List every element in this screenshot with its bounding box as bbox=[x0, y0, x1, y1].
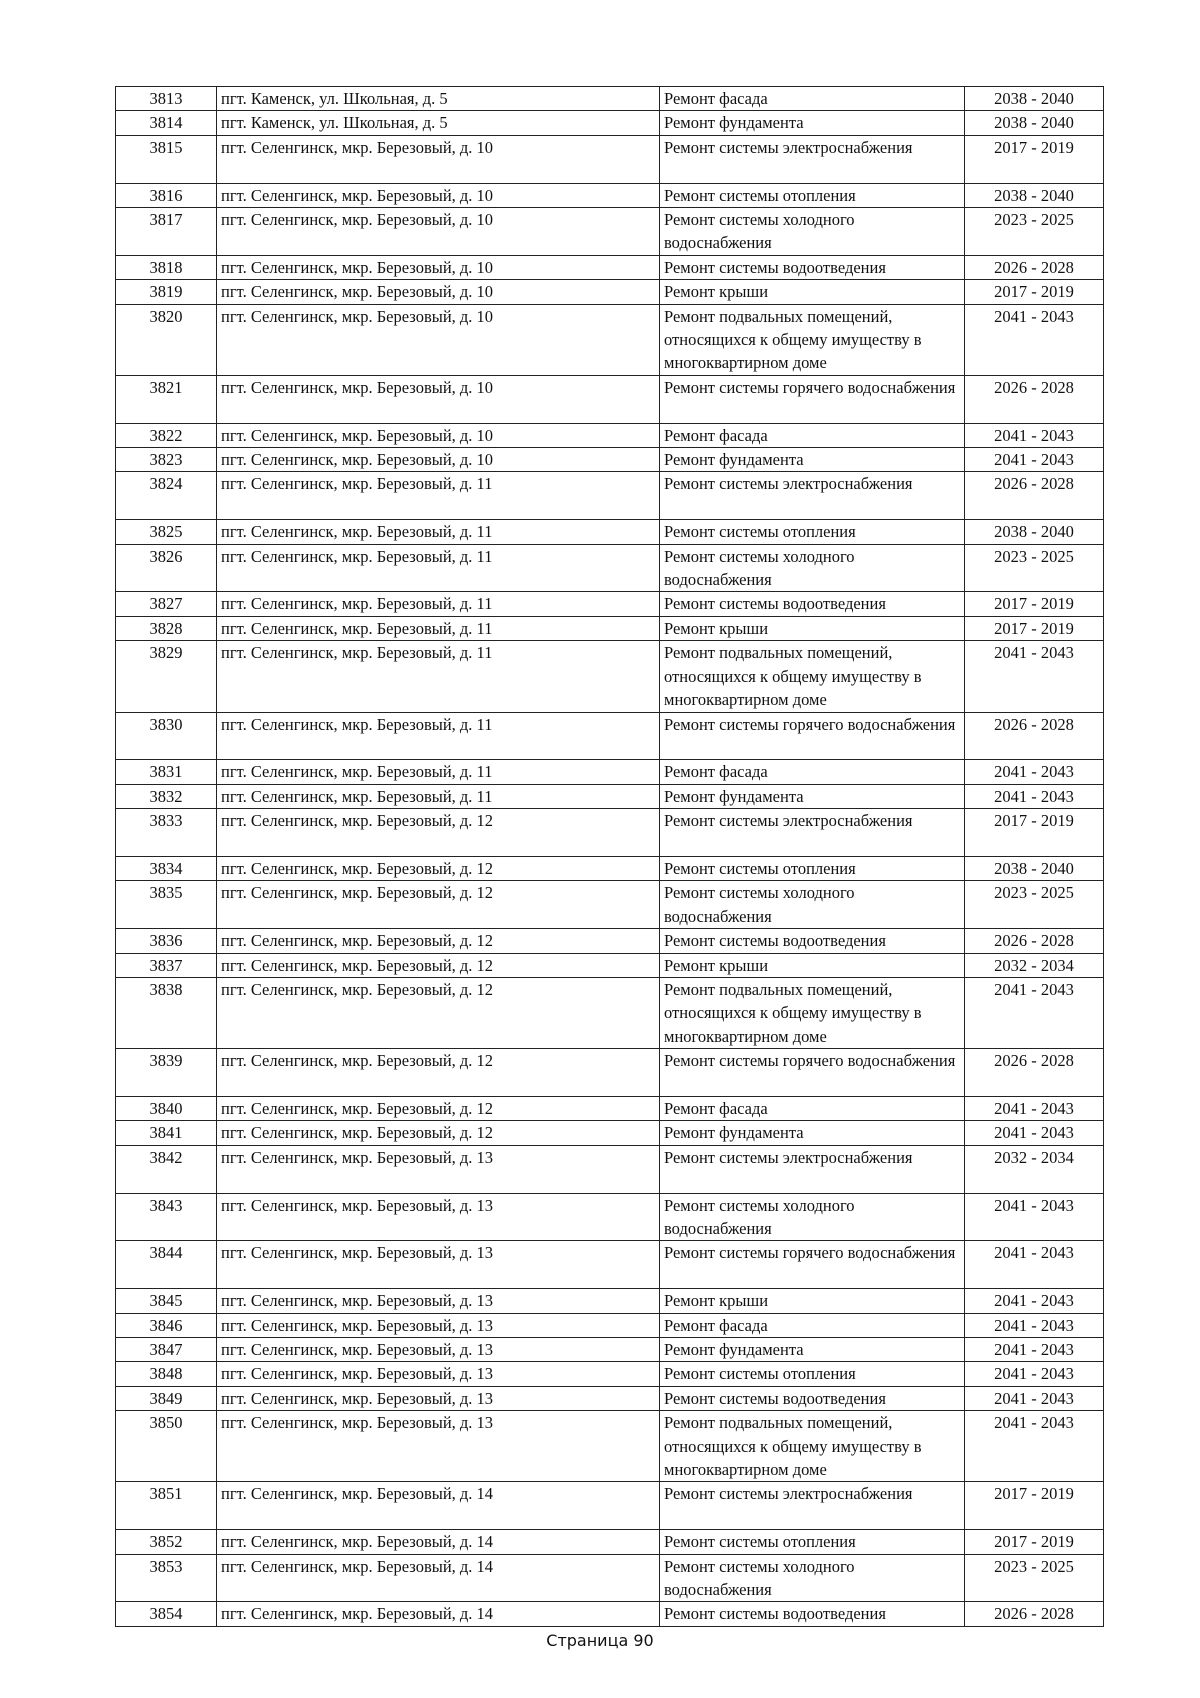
period-cell: 2041 - 2043 bbox=[965, 1096, 1104, 1120]
row-number-cell: 3836 bbox=[116, 929, 217, 953]
period-cell: 2041 - 2043 bbox=[965, 1411, 1104, 1482]
row-number-cell: 3816 bbox=[116, 183, 217, 207]
address-cell: пгт. Каменск, ул. Школьная, д. 5 bbox=[217, 111, 660, 135]
address-cell: пгт. Селенгинск, мкр. Березовый, д. 10 bbox=[217, 208, 660, 256]
row-number-cell: 3845 bbox=[116, 1289, 217, 1313]
address-cell: пгт. Селенгинск, мкр. Березовый, д. 11 bbox=[217, 641, 660, 712]
table-row bbox=[116, 1554, 1104, 1602]
period-cell: 2041 - 2043 bbox=[965, 1289, 1104, 1313]
period-cell: 2038 - 2040 bbox=[965, 87, 1104, 111]
period-cell: 2041 - 2043 bbox=[965, 1313, 1104, 1337]
address-cell: пгт. Селенгинск, мкр. Березовый, д. 14 bbox=[217, 1482, 660, 1530]
address-cell: пгт. Селенгинск, мкр. Березовый, д. 10 bbox=[217, 448, 660, 472]
table-row bbox=[116, 304, 1104, 375]
period-cell: 2023 - 2025 bbox=[965, 1554, 1104, 1602]
work-type-cell: Ремонт системы электроснабжения bbox=[660, 1482, 965, 1530]
table-row bbox=[116, 111, 1104, 135]
row-number-cell: 3850 bbox=[116, 1411, 217, 1482]
table-row bbox=[116, 1386, 1104, 1410]
table-row bbox=[116, 784, 1104, 808]
work-type-cell: Ремонт системы отопления bbox=[660, 183, 965, 207]
row-number-cell: 3825 bbox=[116, 520, 217, 544]
table-row bbox=[116, 375, 1104, 423]
row-number-cell: 3844 bbox=[116, 1241, 217, 1289]
work-type-cell: Ремонт системы водоотведения bbox=[660, 1602, 965, 1626]
table-row bbox=[116, 1411, 1104, 1482]
address-cell: пгт. Селенгинск, мкр. Березовый, д. 11 bbox=[217, 472, 660, 520]
work-type-cell: Ремонт фасада bbox=[660, 1313, 965, 1337]
row-number-cell: 3815 bbox=[116, 135, 217, 183]
period-cell: 2017 - 2019 bbox=[965, 809, 1104, 857]
row-number-cell: 3849 bbox=[116, 1386, 217, 1410]
period-cell: 2041 - 2043 bbox=[965, 1362, 1104, 1386]
period-cell: 2041 - 2043 bbox=[965, 1386, 1104, 1410]
work-type-cell: Ремонт фундамента bbox=[660, 1338, 965, 1362]
table-row bbox=[116, 1193, 1104, 1241]
table-row bbox=[116, 809, 1104, 857]
work-type-cell: Ремонт фасада bbox=[660, 87, 965, 111]
row-number-cell: 3852 bbox=[116, 1530, 217, 1554]
table-body bbox=[116, 87, 1104, 1627]
work-type-cell: Ремонт системы горячего водоснабжения bbox=[660, 375, 965, 423]
work-type-cell: Ремонт системы отопления bbox=[660, 520, 965, 544]
work-type-cell: Ремонт фундамента bbox=[660, 1121, 965, 1145]
row-number-cell: 3831 bbox=[116, 760, 217, 784]
row-number-cell: 3837 bbox=[116, 953, 217, 977]
period-cell: 2017 - 2019 bbox=[965, 616, 1104, 640]
period-cell: 2041 - 2043 bbox=[965, 1193, 1104, 1241]
address-cell: пгт. Селенгинск, мкр. Березовый, д. 10 bbox=[217, 255, 660, 279]
period-cell: 2017 - 2019 bbox=[965, 1530, 1104, 1554]
row-number-cell: 3841 bbox=[116, 1121, 217, 1145]
address-cell: пгт. Селенгинск, мкр. Березовый, д. 14 bbox=[217, 1530, 660, 1554]
work-type-cell: Ремонт системы водоотведения bbox=[660, 255, 965, 279]
row-number-cell: 3846 bbox=[116, 1313, 217, 1337]
repair-schedule-table bbox=[115, 86, 1104, 1627]
period-cell: 2041 - 2043 bbox=[965, 760, 1104, 784]
period-cell: 2041 - 2043 bbox=[965, 641, 1104, 712]
table-row bbox=[116, 544, 1104, 592]
address-cell: пгт. Селенгинск, мкр. Березовый, д. 10 bbox=[217, 375, 660, 423]
period-cell: 2017 - 2019 bbox=[965, 1482, 1104, 1530]
row-number-cell: 3817 bbox=[116, 208, 217, 256]
period-cell: 2017 - 2019 bbox=[965, 592, 1104, 616]
work-type-cell: Ремонт подвальных помещений, относящихся к общему имуществу в многоквартирном доме bbox=[660, 977, 965, 1048]
table-row bbox=[116, 856, 1104, 880]
row-number-cell: 3813 bbox=[116, 87, 217, 111]
row-number-cell: 3820 bbox=[116, 304, 217, 375]
period-cell: 2026 - 2028 bbox=[965, 472, 1104, 520]
row-number-cell: 3823 bbox=[116, 448, 217, 472]
work-type-cell: Ремонт системы отопления bbox=[660, 1362, 965, 1386]
row-number-cell: 3819 bbox=[116, 280, 217, 304]
row-number-cell: 3847 bbox=[116, 1338, 217, 1362]
period-cell: 2032 - 2034 bbox=[965, 953, 1104, 977]
row-number-cell: 3827 bbox=[116, 592, 217, 616]
row-number-cell: 3848 bbox=[116, 1362, 217, 1386]
address-cell: пгт. Селенгинск, мкр. Березовый, д. 14 bbox=[217, 1554, 660, 1602]
table-row bbox=[116, 472, 1104, 520]
work-type-cell: Ремонт системы холодного водоснабжения bbox=[660, 208, 965, 256]
period-cell: 2041 - 2043 bbox=[965, 423, 1104, 447]
table-row bbox=[116, 255, 1104, 279]
address-cell: пгт. Селенгинск, мкр. Березовый, д. 13 bbox=[217, 1313, 660, 1337]
table-row bbox=[116, 183, 1104, 207]
period-cell: 2026 - 2028 bbox=[965, 712, 1104, 760]
row-number-cell: 3822 bbox=[116, 423, 217, 447]
address-cell: пгт. Селенгинск, мкр. Березовый, д. 10 bbox=[217, 183, 660, 207]
work-type-cell: Ремонт системы водоотведения bbox=[660, 592, 965, 616]
table-row bbox=[116, 760, 1104, 784]
work-type-cell: Ремонт системы электроснабжения bbox=[660, 1145, 965, 1193]
address-cell: пгт. Селенгинск, мкр. Березовый, д. 12 bbox=[217, 856, 660, 880]
address-cell: пгт. Селенгинск, мкр. Березовый, д. 13 bbox=[217, 1411, 660, 1482]
table-row bbox=[116, 616, 1104, 640]
work-type-cell: Ремонт системы горячего водоснабжения bbox=[660, 1049, 965, 1097]
table-row bbox=[116, 520, 1104, 544]
period-cell: 2017 - 2019 bbox=[965, 280, 1104, 304]
work-type-cell: Ремонт системы горячего водоснабжения bbox=[660, 712, 965, 760]
row-number-cell: 3853 bbox=[116, 1554, 217, 1602]
address-cell: пгт. Селенгинск, мкр. Березовый, д. 12 bbox=[217, 1121, 660, 1145]
row-number-cell: 3843 bbox=[116, 1193, 217, 1241]
row-number-cell: 3842 bbox=[116, 1145, 217, 1193]
table-row bbox=[116, 135, 1104, 183]
row-number-cell: 3840 bbox=[116, 1096, 217, 1120]
address-cell: пгт. Селенгинск, мкр. Березовый, д. 11 bbox=[217, 616, 660, 640]
period-cell: 2026 - 2028 bbox=[965, 929, 1104, 953]
table-row bbox=[116, 1096, 1104, 1120]
work-type-cell: Ремонт крыши bbox=[660, 1289, 965, 1313]
work-type-cell: Ремонт системы холодного водоснабжения bbox=[660, 544, 965, 592]
address-cell: пгт. Селенгинск, мкр. Березовый, д. 13 bbox=[217, 1193, 660, 1241]
row-number-cell: 3839 bbox=[116, 1049, 217, 1097]
row-number-cell: 3818 bbox=[116, 255, 217, 279]
table-row bbox=[116, 1313, 1104, 1337]
period-cell: 2023 - 2025 bbox=[965, 544, 1104, 592]
address-cell: пгт. Селенгинск, мкр. Березовый, д. 12 bbox=[217, 881, 660, 929]
period-cell: 2032 - 2034 bbox=[965, 1145, 1104, 1193]
work-type-cell: Ремонт системы холодного водоснабжения bbox=[660, 1193, 965, 1241]
table-row bbox=[116, 1241, 1104, 1289]
table-row bbox=[116, 881, 1104, 929]
work-type-cell: Ремонт подвальных помещений, относящихся к общему имуществу в многоквартирном доме bbox=[660, 304, 965, 375]
work-type-cell: Ремонт фасада bbox=[660, 423, 965, 447]
table-row bbox=[116, 1530, 1104, 1554]
row-number-cell: 3854 bbox=[116, 1602, 217, 1626]
period-cell: 2026 - 2028 bbox=[965, 375, 1104, 423]
period-cell: 2026 - 2028 bbox=[965, 255, 1104, 279]
table-row bbox=[116, 592, 1104, 616]
period-cell: 2038 - 2040 bbox=[965, 520, 1104, 544]
row-number-cell: 3838 bbox=[116, 977, 217, 1048]
work-type-cell: Ремонт крыши bbox=[660, 280, 965, 304]
address-cell: пгт. Селенгинск, мкр. Березовый, д. 11 bbox=[217, 784, 660, 808]
period-cell: 2038 - 2040 bbox=[965, 856, 1104, 880]
address-cell: пгт. Селенгинск, мкр. Березовый, д. 13 bbox=[217, 1145, 660, 1193]
table-row bbox=[116, 208, 1104, 256]
period-cell: 2041 - 2043 bbox=[965, 1121, 1104, 1145]
work-type-cell: Ремонт фундамента bbox=[660, 784, 965, 808]
work-type-cell: Ремонт фундамента bbox=[660, 111, 965, 135]
period-cell: 2041 - 2043 bbox=[965, 784, 1104, 808]
address-cell: пгт. Селенгинск, мкр. Березовый, д. 10 bbox=[217, 280, 660, 304]
address-cell: пгт. Селенгинск, мкр. Березовый, д. 10 bbox=[217, 135, 660, 183]
row-number-cell: 3833 bbox=[116, 809, 217, 857]
address-cell: пгт. Каменск, ул. Школьная, д. 5 bbox=[217, 87, 660, 111]
row-number-cell: 3821 bbox=[116, 375, 217, 423]
table-row bbox=[116, 448, 1104, 472]
row-number-cell: 3826 bbox=[116, 544, 217, 592]
period-cell: 2041 - 2043 bbox=[965, 1338, 1104, 1362]
table-row bbox=[116, 929, 1104, 953]
work-type-cell: Ремонт системы водоотведения bbox=[660, 929, 965, 953]
work-type-cell: Ремонт фасада bbox=[660, 1096, 965, 1120]
address-cell: пгт. Селенгинск, мкр. Березовый, д. 12 bbox=[217, 1049, 660, 1097]
address-cell: пгт. Селенгинск, мкр. Березовый, д. 13 bbox=[217, 1362, 660, 1386]
table-row bbox=[116, 1362, 1104, 1386]
address-cell: пгт. Селенгинск, мкр. Березовый, д. 12 bbox=[217, 809, 660, 857]
address-cell: пгт. Селенгинск, мкр. Березовый, д. 14 bbox=[217, 1602, 660, 1626]
address-cell: пгт. Селенгинск, мкр. Березовый, д. 10 bbox=[217, 304, 660, 375]
period-cell: 2026 - 2028 bbox=[965, 1049, 1104, 1097]
period-cell: 2023 - 2025 bbox=[965, 208, 1104, 256]
row-number-cell: 3814 bbox=[116, 111, 217, 135]
period-cell: 2023 - 2025 bbox=[965, 881, 1104, 929]
row-number-cell: 3832 bbox=[116, 784, 217, 808]
work-type-cell: Ремонт крыши bbox=[660, 953, 965, 977]
address-cell: пгт. Селенгинск, мкр. Березовый, д. 13 bbox=[217, 1386, 660, 1410]
work-type-cell: Ремонт системы электроснабжения bbox=[660, 472, 965, 520]
table-row bbox=[116, 977, 1104, 1048]
work-type-cell: Ремонт системы холодного водоснабжения bbox=[660, 1554, 965, 1602]
row-number-cell: 3829 bbox=[116, 641, 217, 712]
period-cell: 2038 - 2040 bbox=[965, 111, 1104, 135]
address-cell: пгт. Селенгинск, мкр. Березовый, д. 12 bbox=[217, 1096, 660, 1120]
table-row bbox=[116, 1338, 1104, 1362]
address-cell: пгт. Селенгинск, мкр. Березовый, д. 11 bbox=[217, 520, 660, 544]
period-cell: 2038 - 2040 bbox=[965, 183, 1104, 207]
row-number-cell: 3851 bbox=[116, 1482, 217, 1530]
address-cell: пгт. Селенгинск, мкр. Березовый, д. 12 bbox=[217, 953, 660, 977]
table-row bbox=[116, 1049, 1104, 1097]
table-row bbox=[116, 423, 1104, 447]
address-cell: пгт. Селенгинск, мкр. Березовый, д. 11 bbox=[217, 760, 660, 784]
period-cell: 2041 - 2043 bbox=[965, 977, 1104, 1048]
address-cell: пгт. Селенгинск, мкр. Березовый, д. 13 bbox=[217, 1289, 660, 1313]
row-number-cell: 3835 bbox=[116, 881, 217, 929]
address-cell: пгт. Селенгинск, мкр. Березовый, д. 11 bbox=[217, 712, 660, 760]
address-cell: пгт. Селенгинск, мкр. Березовый, д. 12 bbox=[217, 929, 660, 953]
table-row bbox=[116, 953, 1104, 977]
work-type-cell: Ремонт системы водоотведения bbox=[660, 1386, 965, 1410]
table-row bbox=[116, 280, 1104, 304]
row-number-cell: 3828 bbox=[116, 616, 217, 640]
period-cell: 2017 - 2019 bbox=[965, 135, 1104, 183]
work-type-cell: Ремонт фундамента bbox=[660, 448, 965, 472]
row-number-cell: 3830 bbox=[116, 712, 217, 760]
work-type-cell: Ремонт системы отопления bbox=[660, 856, 965, 880]
work-type-cell: Ремонт системы горячего водоснабжения bbox=[660, 1241, 965, 1289]
work-type-cell: Ремонт крыши bbox=[660, 616, 965, 640]
address-cell: пгт. Селенгинск, мкр. Березовый, д. 11 bbox=[217, 592, 660, 616]
page-number: Страница 90 bbox=[546, 1631, 654, 1650]
period-cell: 2041 - 2043 bbox=[965, 448, 1104, 472]
table-row bbox=[116, 641, 1104, 712]
table-row bbox=[116, 87, 1104, 111]
address-cell: пгт. Селенгинск, мкр. Березовый, д. 12 bbox=[217, 977, 660, 1048]
row-number-cell: 3824 bbox=[116, 472, 217, 520]
period-cell: 2026 - 2028 bbox=[965, 1602, 1104, 1626]
address-cell: пгт. Селенгинск, мкр. Березовый, д. 10 bbox=[217, 423, 660, 447]
table-row bbox=[116, 1289, 1104, 1313]
table-row bbox=[116, 1121, 1104, 1145]
work-type-cell: Ремонт системы электроснабжения bbox=[660, 809, 965, 857]
work-type-cell: Ремонт подвальных помещений, относящихся к общему имуществу в многоквартирном доме bbox=[660, 1411, 965, 1482]
row-number-cell: 3834 bbox=[116, 856, 217, 880]
period-cell: 2041 - 2043 bbox=[965, 1241, 1104, 1289]
work-type-cell: Ремонт фасада bbox=[660, 760, 965, 784]
work-type-cell: Ремонт подвальных помещений, относящихся к общему имуществу в многоквартирном доме bbox=[660, 641, 965, 712]
work-type-cell: Ремонт системы отопления bbox=[660, 1530, 965, 1554]
address-cell: пгт. Селенгинск, мкр. Березовый, д. 13 bbox=[217, 1338, 660, 1362]
table-row bbox=[116, 712, 1104, 760]
table-row bbox=[116, 1602, 1104, 1626]
work-type-cell: Ремонт системы холодного водоснабжения bbox=[660, 881, 965, 929]
table-row bbox=[116, 1482, 1104, 1530]
table-row bbox=[116, 1145, 1104, 1193]
period-cell: 2041 - 2043 bbox=[965, 304, 1104, 375]
address-cell: пгт. Селенгинск, мкр. Березовый, д. 13 bbox=[217, 1241, 660, 1289]
work-type-cell: Ремонт системы электроснабжения bbox=[660, 135, 965, 183]
address-cell: пгт. Селенгинск, мкр. Березовый, д. 11 bbox=[217, 544, 660, 592]
